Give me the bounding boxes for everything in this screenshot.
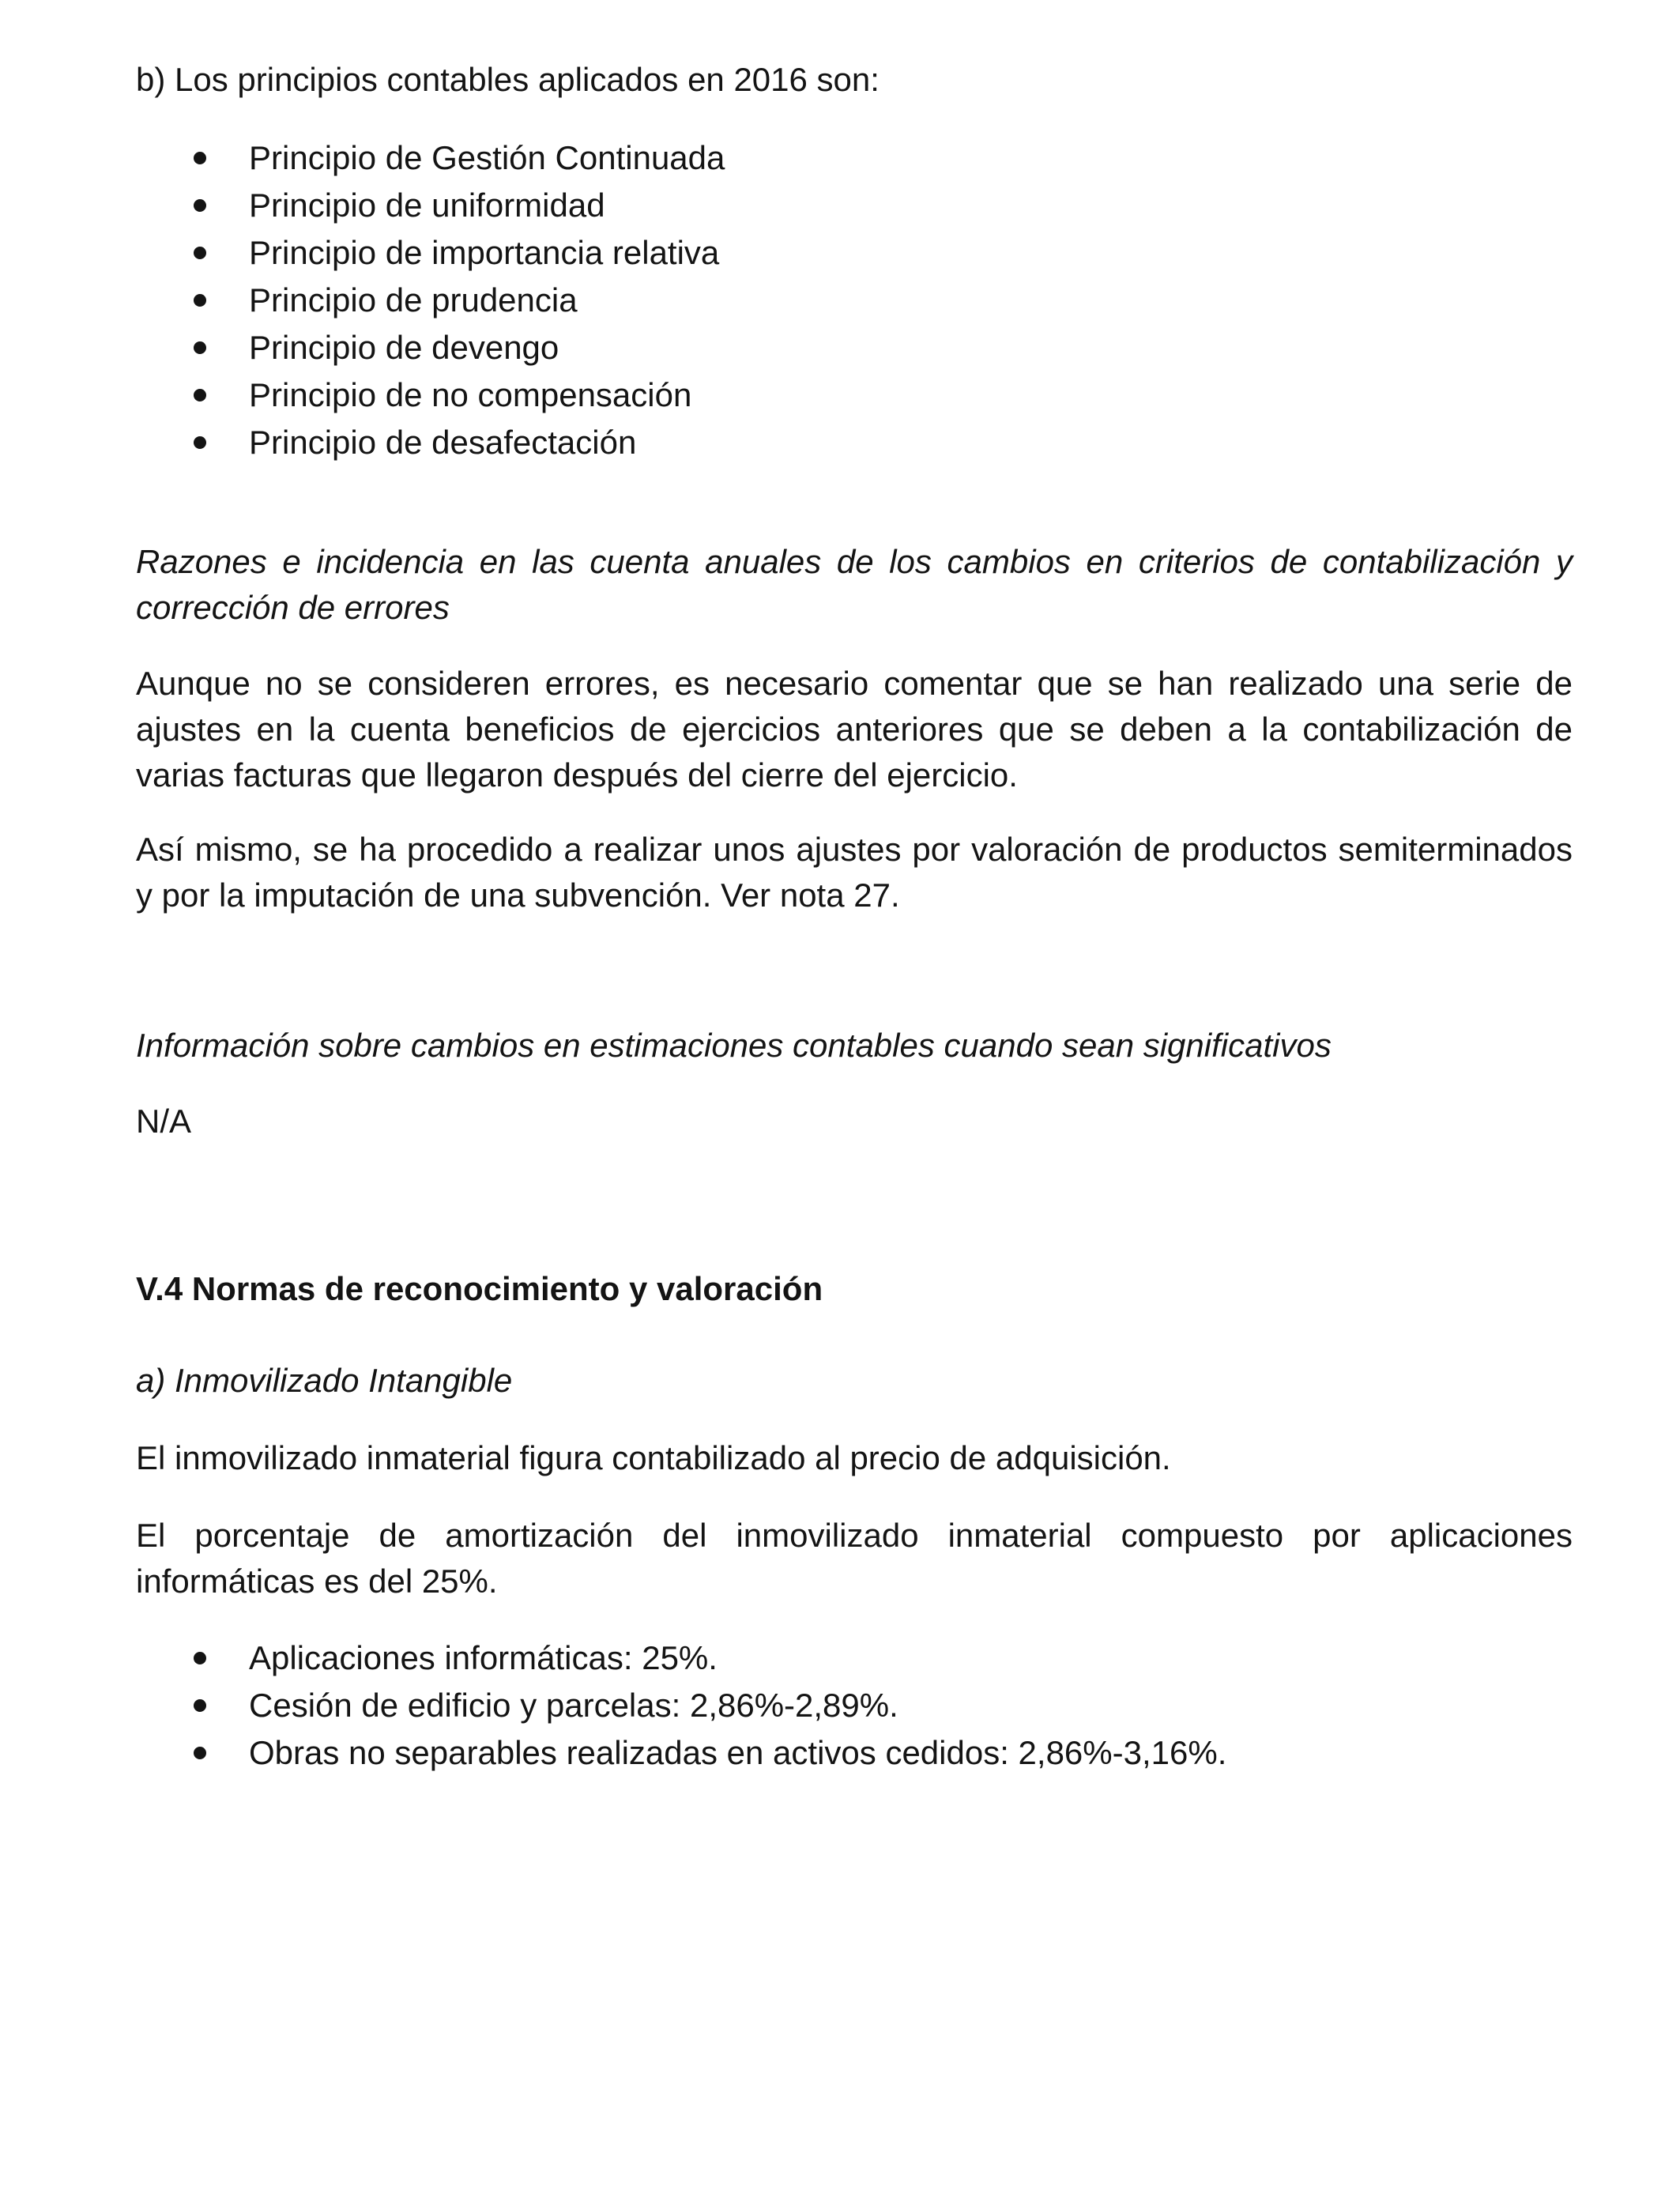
list-item-text: Cesión de edificio y parcelas: 2,86%-2,89%. xyxy=(249,1687,898,1724)
estimates-value: N/A xyxy=(136,1103,192,1140)
list-item xyxy=(136,182,1573,229)
bullet-icon xyxy=(194,389,206,401)
section-title: V.4 Normas de reconocimiento y valoración xyxy=(136,1270,823,1307)
bullet-icon xyxy=(194,199,206,212)
bullet-icon xyxy=(194,247,206,259)
amortization-list xyxy=(136,1634,1573,1777)
changes-paragraph-2: Así mismo, se ha procedido a realizar unos ajustes por valoración de productos semiterminados y por la imputación de una subvención. Ver nota 27. xyxy=(136,831,1573,914)
list-item-text: Principio de no compensación xyxy=(249,376,692,413)
bullet-icon xyxy=(194,341,206,354)
recognition-paragraph-1: El inmovilizado inmaterial figura contabilizado al precio de adquisición. xyxy=(136,1439,1171,1476)
bullet-icon xyxy=(194,294,206,307)
list-item-text: Principio de importancia relativa xyxy=(249,234,720,271)
recognition-paragraph-2: El porcentaje de amortización del inmovilizado inmaterial compuesto por aplicaciones informáticas es del 25%. xyxy=(136,1517,1573,1600)
list-item xyxy=(136,1729,1573,1777)
list-item-text: Principio de Gestión Continuada xyxy=(249,139,725,176)
list-item xyxy=(136,229,1573,277)
subsection-heading: a) Inmovilizado Intangible xyxy=(136,1362,513,1399)
list-item xyxy=(136,134,1573,182)
bullet-icon xyxy=(194,1652,206,1664)
list-item-text: Obras no separables realizadas en activos cedidos: 2,86%-3,16%. xyxy=(249,1734,1227,1771)
list-item xyxy=(136,419,1573,466)
list-item-text: Principio de devengo xyxy=(249,329,559,366)
list-item-text: Principio de desafectación xyxy=(249,424,637,461)
principles-list xyxy=(136,134,1573,466)
list-item-text: Aplicaciones informáticas: 25%. xyxy=(249,1639,718,1676)
document-page xyxy=(136,0,1573,2194)
bullet-icon xyxy=(194,1699,206,1712)
bullet-icon xyxy=(194,152,206,164)
estimates-heading: Información sobre cambios en estimaciones contables cuando sean significativos xyxy=(136,1027,1332,1064)
list-item-text: Principio de prudencia xyxy=(249,281,578,319)
principles-intro: b) Los principios contables aplicados en 2016 son: xyxy=(136,61,880,98)
list-item xyxy=(136,324,1573,371)
bullet-icon xyxy=(194,436,206,449)
list-item xyxy=(136,1634,1573,1682)
list-item xyxy=(136,371,1573,419)
changes-paragraph-1: Aunque no se consideren errores, es necesario comentar que se han realizado una serie de ajustes en la cuenta beneficios de ejercicios anteriores que se deben a la contabilización de varias facturas que llegaron después del cierre del ejercicio. xyxy=(136,665,1573,794)
list-item-text: Principio de uniformidad xyxy=(249,187,605,224)
bullet-icon xyxy=(194,1747,206,1759)
list-item xyxy=(136,1682,1573,1729)
changes-heading: Razones e incidencia en las cuenta anuales de los cambios en criterios de contabilización y corrección de errores xyxy=(136,543,1573,626)
list-item xyxy=(136,277,1573,324)
